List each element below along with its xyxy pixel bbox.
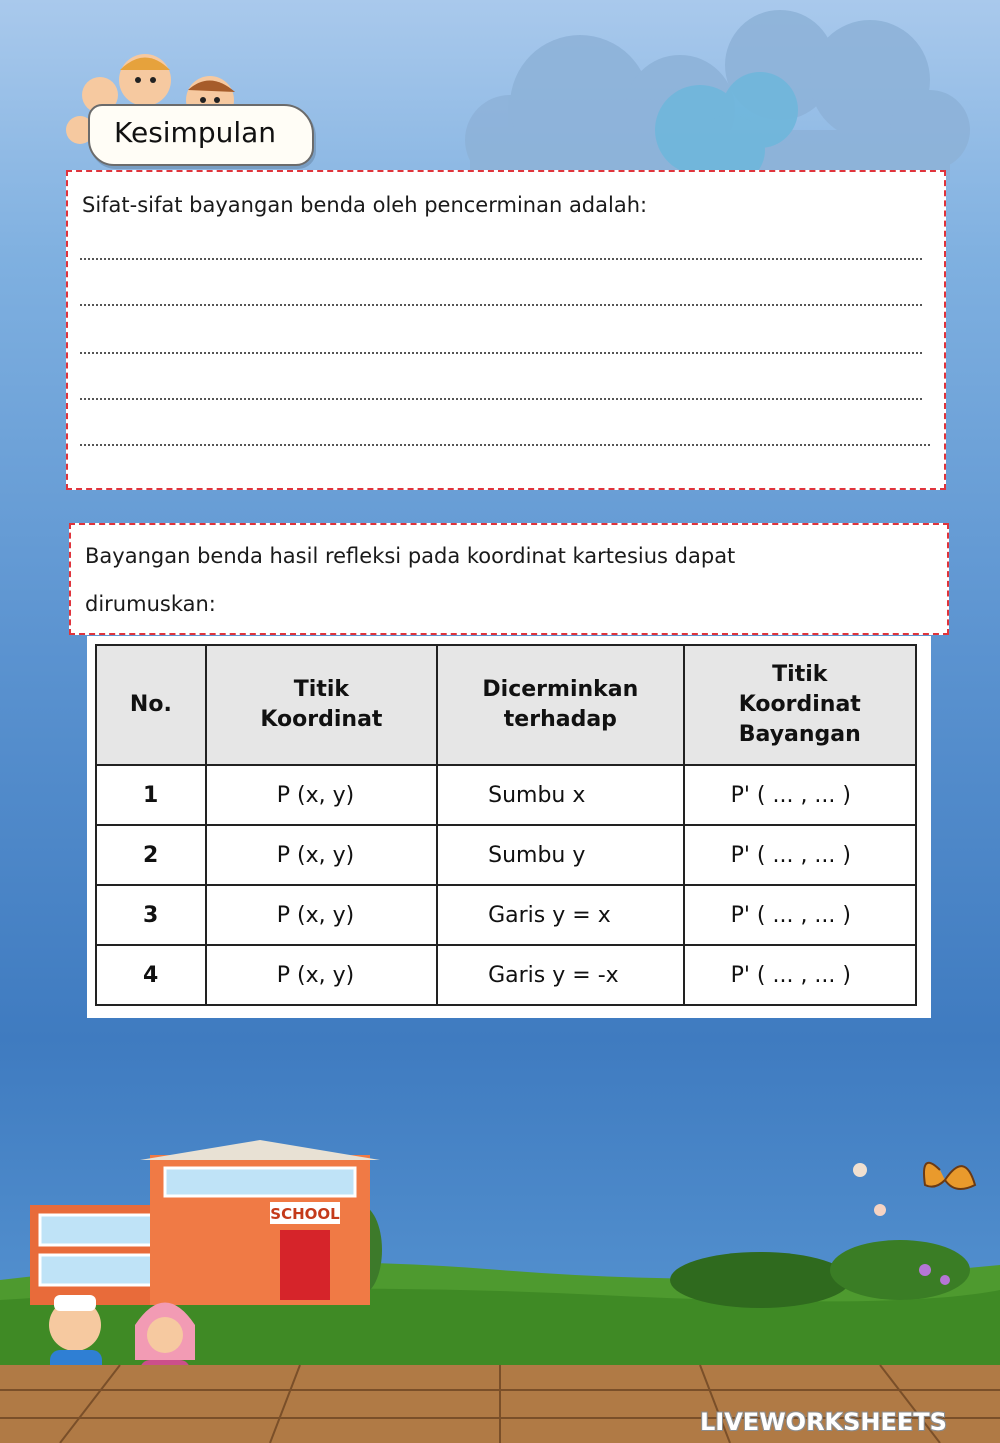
cell-bayangan-answer[interactable]: P' ( ... , ... ): [684, 765, 916, 825]
table-row: [96, 945, 916, 1005]
formula-text-line2: dirumuskan:: [85, 592, 216, 616]
cell-bayangan-answer[interactable]: P' ( ... , ... ): [684, 885, 916, 945]
section-title: Kesimpulan: [114, 116, 277, 149]
cell-titik: P (x, y): [206, 825, 437, 885]
table-row: [96, 885, 916, 945]
cell-titik: P (x, y): [206, 945, 437, 1005]
cell-cermin: Sumbu x: [437, 765, 683, 825]
cell-cermin: Garis y = x: [437, 885, 683, 945]
header-titik-koordinat: Titik Koordinat: [206, 645, 437, 765]
cell-no: 2: [96, 825, 206, 885]
liveworksheets-watermark: LIVEWORKSHEETS: [700, 1408, 947, 1436]
cloud-illustration: [450, 10, 970, 180]
cell-cermin: Garis y = -x: [437, 945, 683, 1005]
reflection-table: [95, 644, 917, 1006]
answer-line-3[interactable]: [80, 352, 922, 354]
formula-box: [69, 523, 949, 635]
cell-no: 3: [96, 885, 206, 945]
cell-cermin: Sumbu y: [437, 825, 683, 885]
answer-line-1[interactable]: [80, 258, 922, 260]
cell-no: 4: [96, 945, 206, 1005]
cell-bayangan-answer[interactable]: P' ( ... , ... ): [684, 825, 916, 885]
header-no: No.: [96, 645, 206, 765]
answer-line-2[interactable]: [80, 304, 922, 306]
school-sign: SCHOOL: [270, 1205, 340, 1223]
reflection-table-panel: [87, 636, 931, 1018]
table-header-row: [96, 645, 916, 765]
table-row: [96, 765, 916, 825]
table-row: [96, 825, 916, 885]
answer-line-4[interactable]: [80, 398, 922, 400]
cell-no: 1: [96, 765, 206, 825]
cell-titik: P (x, y): [206, 765, 437, 825]
header-titik-bayangan: Titik Koordinat Bayangan: [684, 645, 916, 765]
school-scene-illustration: [0, 1130, 1000, 1443]
answer-line-5[interactable]: [80, 444, 930, 446]
conclusion-prompt: Sifat-sifat bayangan benda oleh pencerminan adalah:: [82, 193, 648, 217]
cell-titik: P (x, y): [206, 885, 437, 945]
section-title-tag: [88, 104, 314, 166]
formula-text-line1: Bayangan benda hasil refleksi pada koordinat kartesius dapat: [85, 544, 736, 568]
conclusion-box: [66, 170, 946, 490]
header-dicerminkan: Dicerminkan terhadap: [437, 645, 683, 765]
cell-bayangan-answer[interactable]: P' ( ... , ... ): [684, 945, 916, 1005]
